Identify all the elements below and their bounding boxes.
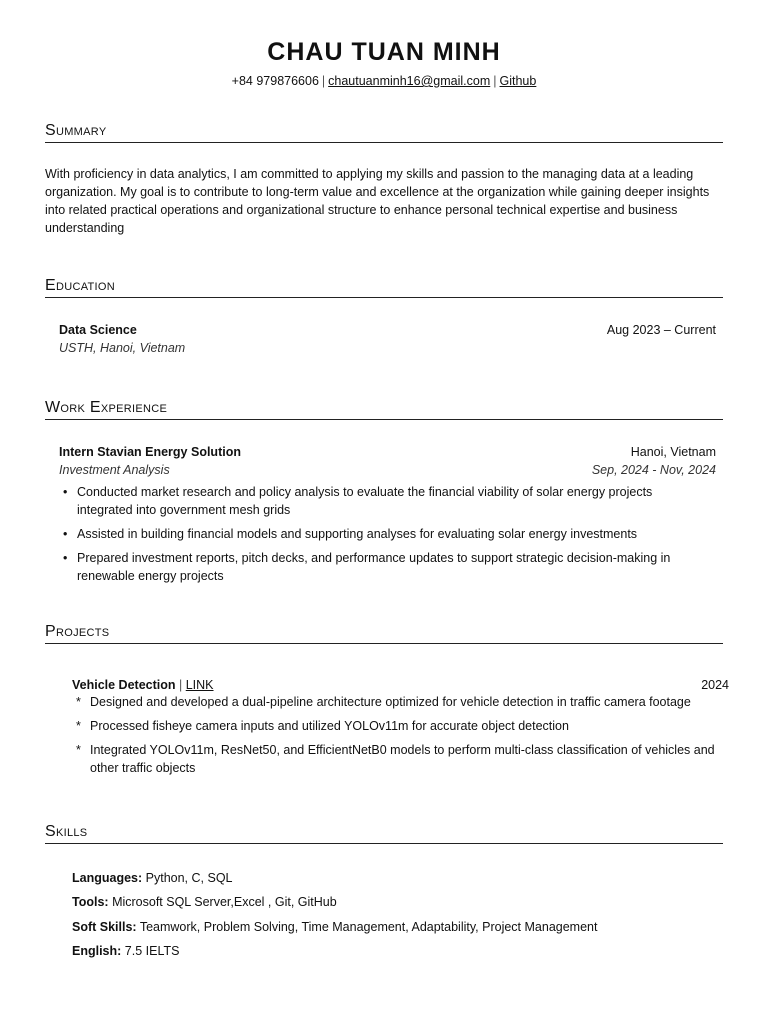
project-year: 2024 [701, 678, 729, 692]
skill-row-english [72, 942, 179, 960]
contact-separator: | [493, 74, 497, 88]
list-item: • Prepared investment reports, pitch decks, and performance updates to support strategic decision-making in renewable energy projects [59, 549, 709, 585]
education-degree: Data Science [59, 323, 137, 337]
skill-label: Tools: [72, 895, 109, 909]
skill-label: Languages: [72, 871, 143, 885]
work-subtitle: Investment Analysis [59, 463, 170, 477]
github-link[interactable]: Github [499, 74, 537, 88]
summary-heading: Summary [45, 122, 723, 143]
list-item: • Assisted in building financial models and supporting analyses for evaluating solar energy investments [59, 525, 709, 543]
education-school: USTH, Hanoi, Vietnam [59, 341, 186, 355]
phone-number: +84 979876606 [231, 74, 319, 88]
project-separator: | [179, 678, 183, 692]
skill-row-soft-skills [72, 918, 597, 936]
work-location: Hanoi, Vietnam [630, 445, 716, 459]
candidate-name: CHAU TUAN MINH [267, 38, 501, 66]
skill-value: Teamwork, Problem Solving, Time Management, Adaptability, Project Management [139, 920, 598, 934]
skill-value: 7.5 IELTS [124, 944, 180, 958]
skill-value: Python, C, SQL [145, 871, 233, 885]
project-title-line [72, 676, 214, 694]
list-item: • Conducted market research and policy analysis to evaluate the financial viability of solar energy projects integrated into government mesh grids [59, 483, 709, 519]
work-dates: Sep, 2024 - Nov, 2024 [591, 463, 716, 477]
skill-row-tools [72, 893, 337, 911]
work-bullets [59, 483, 709, 591]
skill-row-languages [72, 869, 233, 887]
project-name: Vehicle Detection [72, 678, 176, 692]
skill-label: Soft Skills: [72, 920, 137, 934]
projects-heading: Projects [45, 623, 723, 644]
list-item: * Integrated YOLOv11m, ResNet50, and EfficientNetB0 models to perform multi-class classification of vehicles and other traffic objects [72, 741, 722, 777]
skills-heading: Skills [45, 823, 723, 844]
contact-separator: | [321, 74, 326, 88]
skill-label: English: [72, 944, 122, 958]
project-link[interactable]: LINK [185, 678, 214, 692]
education-heading: Education [45, 277, 723, 298]
email-link[interactable]: chautuanminh16@gmail.com [328, 74, 491, 88]
project-bullets [72, 693, 722, 783]
summary-text: With proficiency in data analytics, I am committed to applying my skills and passion to the managing data at a leading organization. My goal is to contribute to long-term value and excellence at the organization while gaining deeper insights into related practical operations and organizational structure to enhance personal technical expertise and business understanding [45, 167, 710, 235]
work-role: Intern Stavian Energy Solution [59, 445, 241, 459]
work-heading: Work Experience [45, 399, 723, 420]
contact-line [0, 74, 768, 88]
skill-value: Microsoft SQL Server,Excel , Git, GitHub [112, 895, 337, 909]
list-item: * Processed fisheye camera inputs and utilized YOLOv11m for accurate object detection [72, 717, 722, 735]
list-item: * Designed and developed a dual-pipeline architecture optimized for vehicle detection in traffic camera footage [72, 693, 722, 711]
education-dates: Aug 2023 – Current [606, 323, 716, 337]
